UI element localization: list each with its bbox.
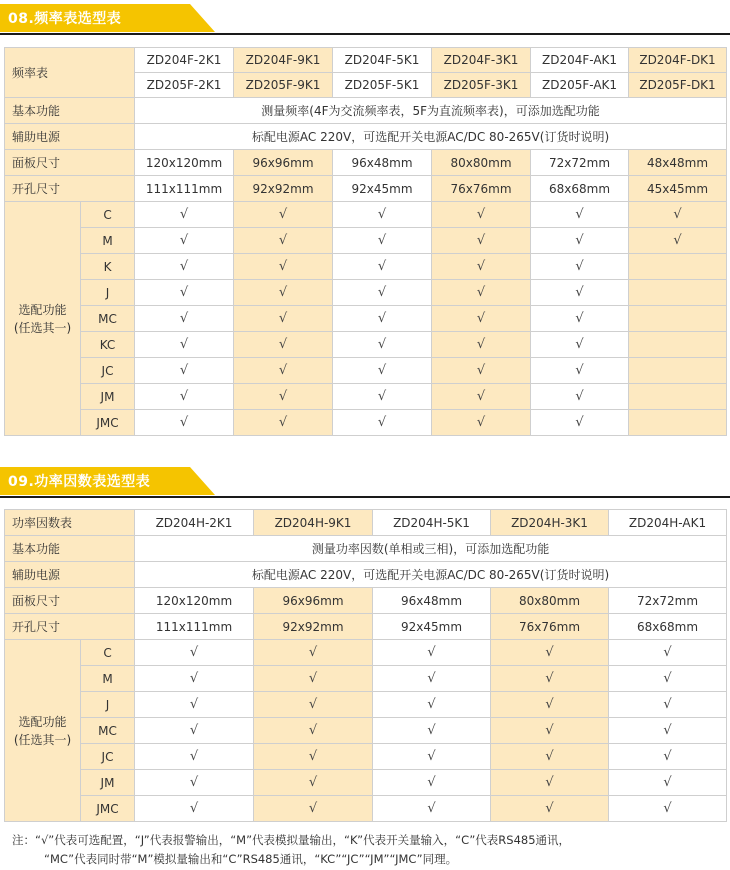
option-availability-cell: √ [531,280,629,306]
option-availability-cell: √ [609,718,727,744]
option-availability-cell: √ [432,306,531,332]
option-availability-cell: √ [135,332,234,358]
option-code: KC [81,332,135,358]
option-availability-cell [629,358,727,384]
options-group-label [5,640,81,822]
option-code: C [81,202,135,228]
option-availability-cell: √ [373,666,491,692]
option-availability-cell: √ [531,228,629,254]
model-cell: ZD205F-AK1 [531,73,629,98]
option-code: M [81,666,135,692]
cutout-size-cell: 68x68mm [609,614,727,640]
option-availability-cell: √ [432,228,531,254]
section-09-header [0,467,730,499]
option-availability-cell: √ [234,358,333,384]
option-availability-cell: √ [333,254,432,280]
option-code: J [81,280,135,306]
frequency-selection-table [4,47,727,436]
cutout-size-label: 开孔尺寸 [5,614,135,640]
model-cell: ZD204F-5K1 [333,48,432,73]
option-availability-cell: √ [432,332,531,358]
aux-power-value: 标配电源AC 220V，可选配开关电源AC/DC 80-265V(订货时说明) [135,124,727,150]
option-code: JM [81,770,135,796]
cutout-size-cell: 68x68mm [531,176,629,202]
option-availability-cell: √ [254,692,373,718]
option-availability-cell: √ [135,718,254,744]
option-availability-cell: √ [432,410,531,436]
option-availability-cell: √ [491,770,609,796]
footnote [12,831,724,869]
option-code: JMC [81,796,135,822]
option-availability-cell: √ [491,744,609,770]
option-availability-cell: √ [333,202,432,228]
option-code: M [81,228,135,254]
option-availability-cell: √ [373,796,491,822]
option-availability-cell: √ [609,692,727,718]
cutout-size-cell: 111x111mm [135,176,234,202]
options-label-line2: (任选其一) [13,320,72,335]
option-availability-cell: √ [135,692,254,718]
options-label-line2: (任选其一) [13,732,72,747]
option-availability-cell: √ [135,666,254,692]
option-availability-cell: √ [254,666,373,692]
power-factor-selection-table [4,509,727,822]
option-availability-cell: √ [609,666,727,692]
option-availability-cell [629,306,727,332]
option-availability-cell: √ [135,410,234,436]
option-availability-cell: √ [491,796,609,822]
option-availability-cell [629,410,727,436]
cutout-size-cell: 92x45mm [333,176,432,202]
option-availability-cell: √ [491,640,609,666]
option-availability-cell: √ [135,770,254,796]
basic-function-value: 测量功率因数(单相或三相)，可添加选配功能 [135,536,727,562]
panel-size-cell: 48x48mm [629,150,727,176]
model-cell: ZD205F-DK1 [629,73,727,98]
option-availability-cell: √ [135,280,234,306]
option-availability-cell: √ [432,358,531,384]
model-cell: ZD204H-AK1 [609,510,727,536]
option-availability-cell: √ [432,254,531,280]
option-code: JC [81,744,135,770]
option-code: K [81,254,135,280]
model-cell: ZD204F-9K1 [234,48,333,73]
cutout-size-cell: 45x45mm [629,176,727,202]
model-cell: ZD204F-DK1 [629,48,727,73]
model-cell: ZD205F-3K1 [432,73,531,98]
option-code: MC [81,306,135,332]
row-label-power-factor: 功率因数表 [5,510,135,536]
option-availability-cell: √ [135,254,234,280]
basic-function-label: 基本功能 [5,536,135,562]
option-availability-cell: √ [432,280,531,306]
option-availability-cell: √ [373,744,491,770]
option-availability-cell: √ [254,718,373,744]
cutout-size-cell: 92x45mm [373,614,491,640]
model-cell: ZD204H-3K1 [491,510,609,536]
panel-size-cell: 96x48mm [333,150,432,176]
option-availability-cell: √ [609,796,727,822]
option-availability-cell [629,384,727,410]
model-cell: ZD204F-2K1 [135,48,234,73]
option-availability-cell: √ [491,666,609,692]
panel-size-cell: 96x48mm [373,588,491,614]
option-availability-cell: √ [333,332,432,358]
panel-size-cell: 72x72mm [609,588,727,614]
panel-size-cell: 96x96mm [234,150,333,176]
aux-power-label: 辅助电源 [5,562,135,588]
option-availability-cell: √ [254,770,373,796]
option-availability-cell: √ [254,640,373,666]
option-availability-cell: √ [629,228,727,254]
option-availability-cell: √ [333,384,432,410]
panel-size-cell: 72x72mm [531,150,629,176]
option-availability-cell: √ [135,228,234,254]
option-code: JMC [81,410,135,436]
cutout-size-cell: 92x92mm [254,614,373,640]
option-code: JC [81,358,135,384]
options-label-line1: 选配功能 [18,302,67,317]
cutout-size-cell: 76x76mm [432,176,531,202]
option-availability-cell: √ [629,202,727,228]
option-availability-cell: √ [254,744,373,770]
option-code: J [81,692,135,718]
cutout-size-cell: 76x76mm [491,614,609,640]
option-availability-cell: √ [333,306,432,332]
option-availability-cell: √ [373,692,491,718]
row-label-frequency: 频率表 [5,48,135,98]
model-cell: ZD204H-2K1 [135,510,254,536]
option-availability-cell: √ [432,384,531,410]
option-availability-cell: √ [234,280,333,306]
option-availability-cell: √ [135,744,254,770]
option-availability-cell: √ [234,306,333,332]
option-availability-cell: √ [234,254,333,280]
model-cell: ZD204H-5K1 [373,510,491,536]
option-availability-cell: √ [531,306,629,332]
option-availability-cell: √ [373,718,491,744]
option-availability-cell: √ [135,202,234,228]
option-availability-cell: √ [333,228,432,254]
option-availability-cell: √ [373,640,491,666]
cutout-size-label: 开孔尺寸 [5,176,135,202]
option-availability-cell: √ [234,202,333,228]
model-cell: ZD204F-AK1 [531,48,629,73]
option-availability-cell: √ [135,640,254,666]
option-code: C [81,640,135,666]
option-availability-cell: √ [234,228,333,254]
model-cell: ZD205F-9K1 [234,73,333,98]
option-availability-cell: √ [333,280,432,306]
model-cell: ZD204F-3K1 [432,48,531,73]
option-availability-cell [629,332,727,358]
model-cell: ZD205F-5K1 [333,73,432,98]
options-group-label [5,202,81,436]
option-availability-cell: √ [135,384,234,410]
option-availability-cell: √ [531,410,629,436]
panel-size-cell: 120x120mm [135,588,254,614]
option-availability-cell [629,280,727,306]
option-availability-cell: √ [373,770,491,796]
panel-size-cell: 96x96mm [254,588,373,614]
option-availability-cell: √ [234,332,333,358]
option-availability-cell: √ [531,384,629,410]
option-availability-cell: √ [491,718,609,744]
option-availability-cell: √ [432,202,531,228]
option-availability-cell [629,254,727,280]
aux-power-label: 辅助电源 [5,124,135,150]
option-code: JM [81,384,135,410]
model-cell: ZD205F-2K1 [135,73,234,98]
option-availability-cell: √ [135,306,234,332]
options-label-line1: 选配功能 [18,714,67,729]
cutout-size-cell: 111x111mm [135,614,254,640]
cutout-size-cell: 92x92mm [234,176,333,202]
option-availability-cell: √ [531,254,629,280]
option-availability-cell: √ [609,744,727,770]
basic-function-value: 测量频率(4F为交流频率表，5F为直流频率表)，可添加选配功能 [135,98,727,124]
option-availability-cell: √ [254,796,373,822]
footnote-line-2: “MC”代表同时带“M”模拟量输出和“C”RS485通讯，“KC”“JC”“JM”“JMC”同理。 [44,852,458,866]
aux-power-value: 标配电源AC 220V，可选配开关电源AC/DC 80-265V(订货时说明) [135,562,727,588]
option-availability-cell: √ [333,358,432,384]
panel-size-label: 面板尺寸 [5,588,135,614]
section-title: 08.频率表选型表 [8,11,122,27]
option-availability-cell: √ [531,358,629,384]
panel-size-cell: 80x80mm [491,588,609,614]
option-availability-cell: √ [333,410,432,436]
option-availability-cell: √ [609,770,727,796]
option-availability-cell: √ [135,358,234,384]
option-availability-cell: √ [609,640,727,666]
option-availability-cell: √ [531,332,629,358]
panel-size-label: 面板尺寸 [5,150,135,176]
option-availability-cell: √ [531,202,629,228]
option-availability-cell: √ [234,410,333,436]
panel-size-cell: 80x80mm [432,150,531,176]
section-08-header [0,4,730,36]
footnote-line-1: 注：“√”代表可选配置，“J”代表报警输出，“M”代表模拟量输出，“K”代表开关量输入，“C”代表RS485通讯， [12,833,571,847]
option-availability-cell: √ [135,796,254,822]
model-cell: ZD204H-9K1 [254,510,373,536]
option-availability-cell: √ [234,384,333,410]
option-availability-cell: √ [491,692,609,718]
panel-size-cell: 120x120mm [135,150,234,176]
basic-function-label: 基本功能 [5,98,135,124]
section-title: 09.功率因数表选型表 [8,474,151,490]
section-divider [0,33,730,35]
section-divider [0,496,730,498]
option-code: MC [81,718,135,744]
